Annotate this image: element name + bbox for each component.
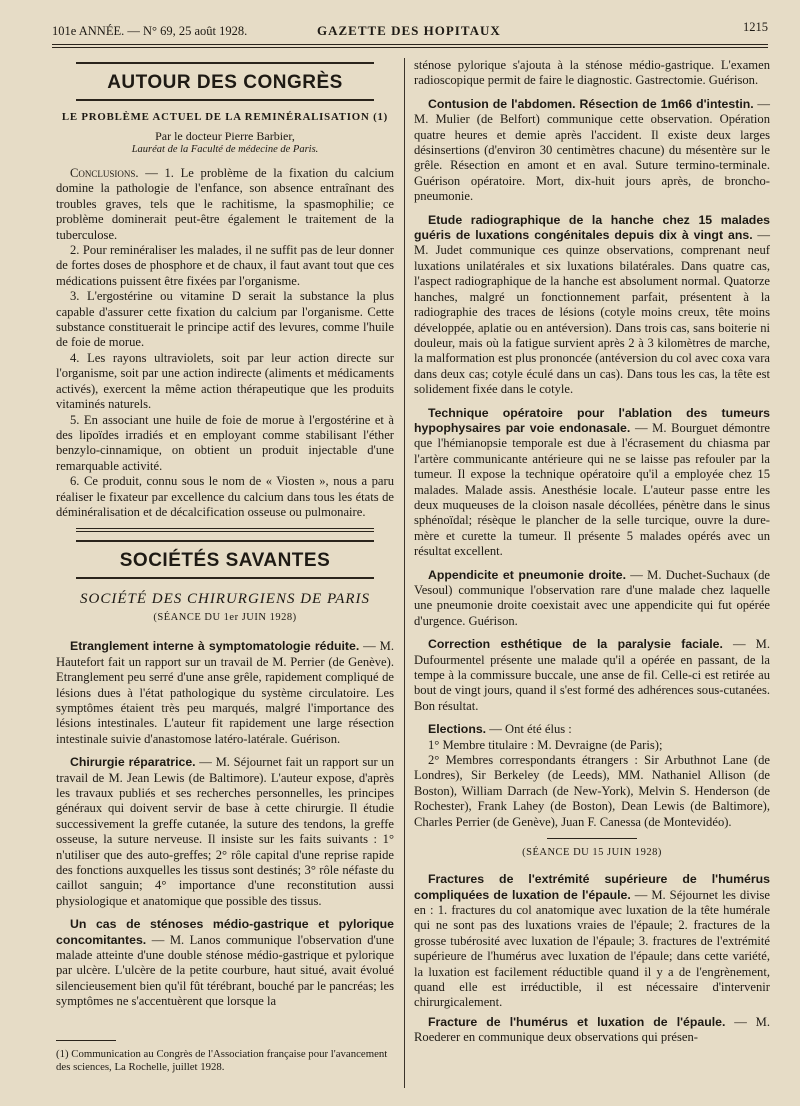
entry-contusion: Contusion de l'abdomen. Résection de 1m66 d'intestin. — M. Mulier (de Belfort) communique cette observation. Opération quatre heures et demie après l'accident. Il existe deux larges désinsertions (d'environ 30 centimètres chacune) du mésentère sur le grêle. Résection en amont et en aval. Suture termino-terminale. Guérison opératoire. Mort, dix-huit jours après, de broncho-pneumonie. bbox=[414, 96, 770, 204]
entry-title: Etude radiographique de la hanche chez 15 malades guéris de luxations congénitales depuis dix à vingt ans. bbox=[414, 212, 770, 243]
column-divider bbox=[404, 58, 405, 1088]
issue-info: 101e ANNÉE. — N° 69, 25 août 1928. bbox=[52, 24, 248, 38]
spacer bbox=[56, 909, 394, 917]
paragraph-3: 3. L'ergostérine ou vitamine D serait la substance la plus capable d'assurer cette fixation du calcium par l'organisme. Cette substance constituerait le principe actif des levures, comme l'huile de foie de morue. bbox=[56, 289, 394, 350]
entry-title: Chirurgie réparatrice. bbox=[70, 755, 196, 770]
entry-fracture-humerus: Fracture de l'humérus et luxation de l'épaule. — M. Roederer en communique deux observations qui présen- bbox=[414, 1014, 770, 1045]
entry-chirurgie: Chirurgie réparatrice. — M. Séjournet fait un rapport sur un travail de M. Jean Lewis (de Baltimore). L'auteur expose, d'après les travaux publiés et ses recherches personnelles, les principes généraux qui doivent servir de base à cette chirurgie. Il étudie successivement la greffe cutanée, la suture des tendons, la greffe osseuse, la suture nerveuse. Il insiste sur les faits suivants : 1° n'utiliser que des auto-greffes; 2° rôle capital d'une reprise rapide des fonctions auxquelles les tissus sont destinés; 3° rôle néfaste du caillot sanguin; 4° importance d'une reconstitution aussi physiologique et anatomique que possible des tissus. bbox=[56, 755, 394, 908]
entry-title: Elections. bbox=[428, 722, 487, 737]
section-separator bbox=[76, 528, 374, 532]
right-column bbox=[414, 58, 770, 1046]
spacer bbox=[56, 747, 394, 755]
entry-title: Etranglement interne à symptomatologie réduite. bbox=[70, 639, 360, 654]
author-credentials: Lauréat de la Faculté de médecine de Paris. bbox=[131, 144, 319, 155]
entry-title: Un cas de sténoses médio-gastrique et pylorique concomitantes. bbox=[56, 917, 394, 947]
conclusions-label: Conclusions. bbox=[70, 166, 139, 180]
entry-paralysie: Correction esthétique de la paralysie faciale. — M. Dufourmentel présente une malade qu'il a opérée en passant, de la tempe à la commissure buccale, une anse de fil. Celle-ci est retirée au bout de vingt jours, quand il s'est formé des adhérences sous-cutanées. Bon résultat. bbox=[414, 637, 770, 713]
entry-elections: Elections. — Ont été élus : bbox=[428, 722, 572, 737]
section-title-congres: AUTOUR DES CONGRÈS bbox=[76, 62, 374, 101]
spacer bbox=[414, 560, 770, 568]
entry-etranglement: Etranglement interne à symptomatologie réduite. — M. Hautefort fait un rapport sur un travail de M. Perrier (de Genève). Etranglement peu serré d'une anse grêle, rapidement compliqué de lésions dues à l'état pathologique du système circulatoire. Les symptômes étaient très peu marqués, malgré l'importance des lésions intestinales. L'auteur fit rapidement une large résection intestinale suivie d'anastomose latéro-latérale. Guérison. bbox=[56, 639, 394, 746]
entry-title: Appendicite et pneumonie droite. bbox=[428, 567, 627, 582]
section-title-societes: SOCIÉTÉS SAVANTES bbox=[76, 540, 374, 579]
spacer bbox=[414, 89, 770, 97]
seance-date-2: (SÉANCE DU 15 JUIN 1928) bbox=[522, 847, 662, 859]
entry-title: Contusion de l'abdomen. Résection de 1m66 d'intestin. bbox=[428, 96, 754, 111]
left-column bbox=[56, 58, 394, 1010]
entry-hypophyse: Technique opératoire pour l'ablation des tumeurs hypophysaires par voie endonasale. — M. Bourguet démontre que l'hémianopsie temporale est due à l'écrasement du chiasma par l'artère communicante antérieure qui ne se laisse pas refouler par la tumeur. Il expose la technique opératoire qu'il a employée chez 15 malades. Malade assis. Anesthésie locale. L'auteur passe entre les deux muqueuses de la cloison nasale décollées, pénètre dans le sinus sphénoïdal; résèque le plancher de la selle turcique, ouvre la dure-mère et curette la tumeur. Il présente 5 malades opérés avec un résultat excellent. bbox=[414, 405, 770, 559]
elections-titulaire: 1° Membre titulaire : M. Devraigne (de Paris); bbox=[428, 737, 663, 752]
paragraph-2: 2. Pour reminéraliser les malades, il ne suffit pas de leur donner de fortes doses de phosphore et de chaux, il faut avant tout que ces médications puissent être fixées par l'organisme. bbox=[56, 243, 394, 288]
author-byline: Par le docteur Pierre Barbier, bbox=[155, 129, 295, 143]
spacer bbox=[414, 629, 770, 637]
separator-rule bbox=[547, 838, 637, 839]
continuation: sténose pylorique s'ajouta à la sténose médio-gastrique. L'examen radioscopique permit de faire le diagnostic. Gastrectomie. Guérison. bbox=[414, 58, 770, 88]
entry-appendicite: Appendicite et pneumonie droite. — M. Duchet-Suchaux (de Vesoul) communique l'observation rare d'une malade chez laquelle une pneumonie droite coexistait avec une appendicite qui fut opérée d'urgence. Guérison. bbox=[414, 567, 771, 628]
entry-title: Technique opératoire pour l'ablation des tumeurs hypophysaires par voie endonasale. bbox=[414, 405, 770, 435]
elections-correspondants: 2° Membres correspondants étrangers : Sir Arbuthnot Lane (de Londres), Sir Berkeley (de Leeds), MM. Nathaniel Allison (de Boston), William Darrach (de New-York), Melvin S. Henderson (de Rochester), Frank Lahey (de Boston), Dean Lewis (de Baltimore), Charles Perrier (de Genève), Juan F. Canessa (de Montevidéo). bbox=[414, 753, 770, 829]
journal-title: GAZETTE DES HOPITAUX bbox=[317, 23, 501, 38]
spacer bbox=[414, 398, 770, 406]
spacer bbox=[414, 714, 770, 722]
page-header bbox=[52, 10, 768, 42]
spacer bbox=[414, 205, 770, 213]
entry-hanche: Etude radiographique de la hanche chez 15 malades guéris de luxations congénitales depuis dix à vingt ans. — M. Judet communique ces quinze observations, comprenant neuf luxations unilatérales et six luxations bilatérales. Dans quatre cas, l'aspect radiographique de la hanche est absolument normal. Quatorze hanches, malgré un fonctionnement parfait, présentent à la radiographie des traces de lésions (cotyle moins creux, tête moins développée, aplatie ou en antéversion). Dans trois cas, sans boiterie ni douleur, mais où la fatigue survient après 2 à 3 kilomètres de marche, la malformation est plus prononcée (antéversion du col avec coxa vara dans deux cas; cotyle éculé dans un cas). Dans tous les cas, la tête est solidement fixée dans le cotyle. bbox=[414, 212, 770, 397]
seance-date-1: (SÉANCE DU 1er JUIN 1928) bbox=[153, 612, 297, 624]
paragraph-1: Conclusions. — 1. Le problème de la fixation du calcium domine la pathologie de l'enfance, son absence entraînant des troubles graves, tels que le rachitisme, la spasmophilie; ce problème dominerait peut-être également le traitement de la tuberculose. bbox=[56, 166, 394, 242]
article-title: LE PROBLÈME ACTUEL DE LA REMINÉRALISATION (1) bbox=[61, 111, 389, 123]
entry-stenoses: Un cas de sténoses médio-gastrique et pylorique concomitantes. — M. Lanos communique l'observation d'une malade atteinte d'une double sténose médio-gastrique et pylorique par ulcère. L'ulcère de la petite courbure, haut situé, avait évolué silencieusement bien qu'il fût térébrant, bouché par le pancréas; les symptômes ne s'accentuèrent que lorsque la bbox=[56, 917, 394, 1009]
paragraph-6: 6. Ce produit, connu sous le nom de « Viosten », nous a paru réaliser le fixateur par excellence du calcium dans tous les états de déminéralisation et de décalcification osseuse ou pulmonaire. bbox=[56, 474, 394, 519]
footnote: (1) Communication au Congrès de l'Association française pour l'avancement des sciences, La Rochelle, juillet 1928. bbox=[56, 1048, 388, 1073]
page-number: 1215 bbox=[743, 20, 768, 34]
paragraph-5: 5. En associant une huile de foie de morue à l'ergostérine et à des lipoïdes irradiés et en employant comme stabilisant l'éther benzylo-cinnamique, on obtient un produit injectable d'une remarquable activité. bbox=[56, 412, 394, 473]
footnote-rule bbox=[56, 1040, 116, 1041]
society-name: SOCIÉTÉ DES CHIRURGIENS DE PARIS bbox=[79, 591, 371, 608]
header-rule bbox=[52, 44, 768, 45]
header-rule-2 bbox=[52, 47, 768, 48]
entry-fractures: Fractures de l'extrémité supérieure de l'humérus compliquées de luxation de l'épaule. — M. Séjournet les divise en : 1. fractures du col anatomique avec luxation de la tête humérale qui ne sont pas des luxations vraies de l'épaule; 2. fractures de la grosse tubérosité avec luxation de l'épaule; 3. fractures de l'extrémité supérieure de l'humérus avec luxation de l'épaule; dans cette variété, la luxation est facilement réductible quand il y a de l'engrènement, quand elle est irréductible, il est nécessaire d'intervenir chirurgicalement. bbox=[414, 872, 771, 1010]
entry-title: Correction esthétique de la paralysie faciale. bbox=[428, 637, 723, 652]
paragraph-4: 4. Les rayons ultraviolets, soit par leur action directe sur l'organisme, soit par une action indirecte (aliments et médicaments activés), exercent la même action thérapeutique que les produits vitaminés naturels. bbox=[56, 350, 394, 412]
entry-title: Fracture de l'humérus et luxation de l'épaule. bbox=[428, 1014, 726, 1029]
entry-title: Fractures de l'extrémité supérieure de l'humérus compliquées de luxation de l'épaule. bbox=[414, 872, 770, 902]
